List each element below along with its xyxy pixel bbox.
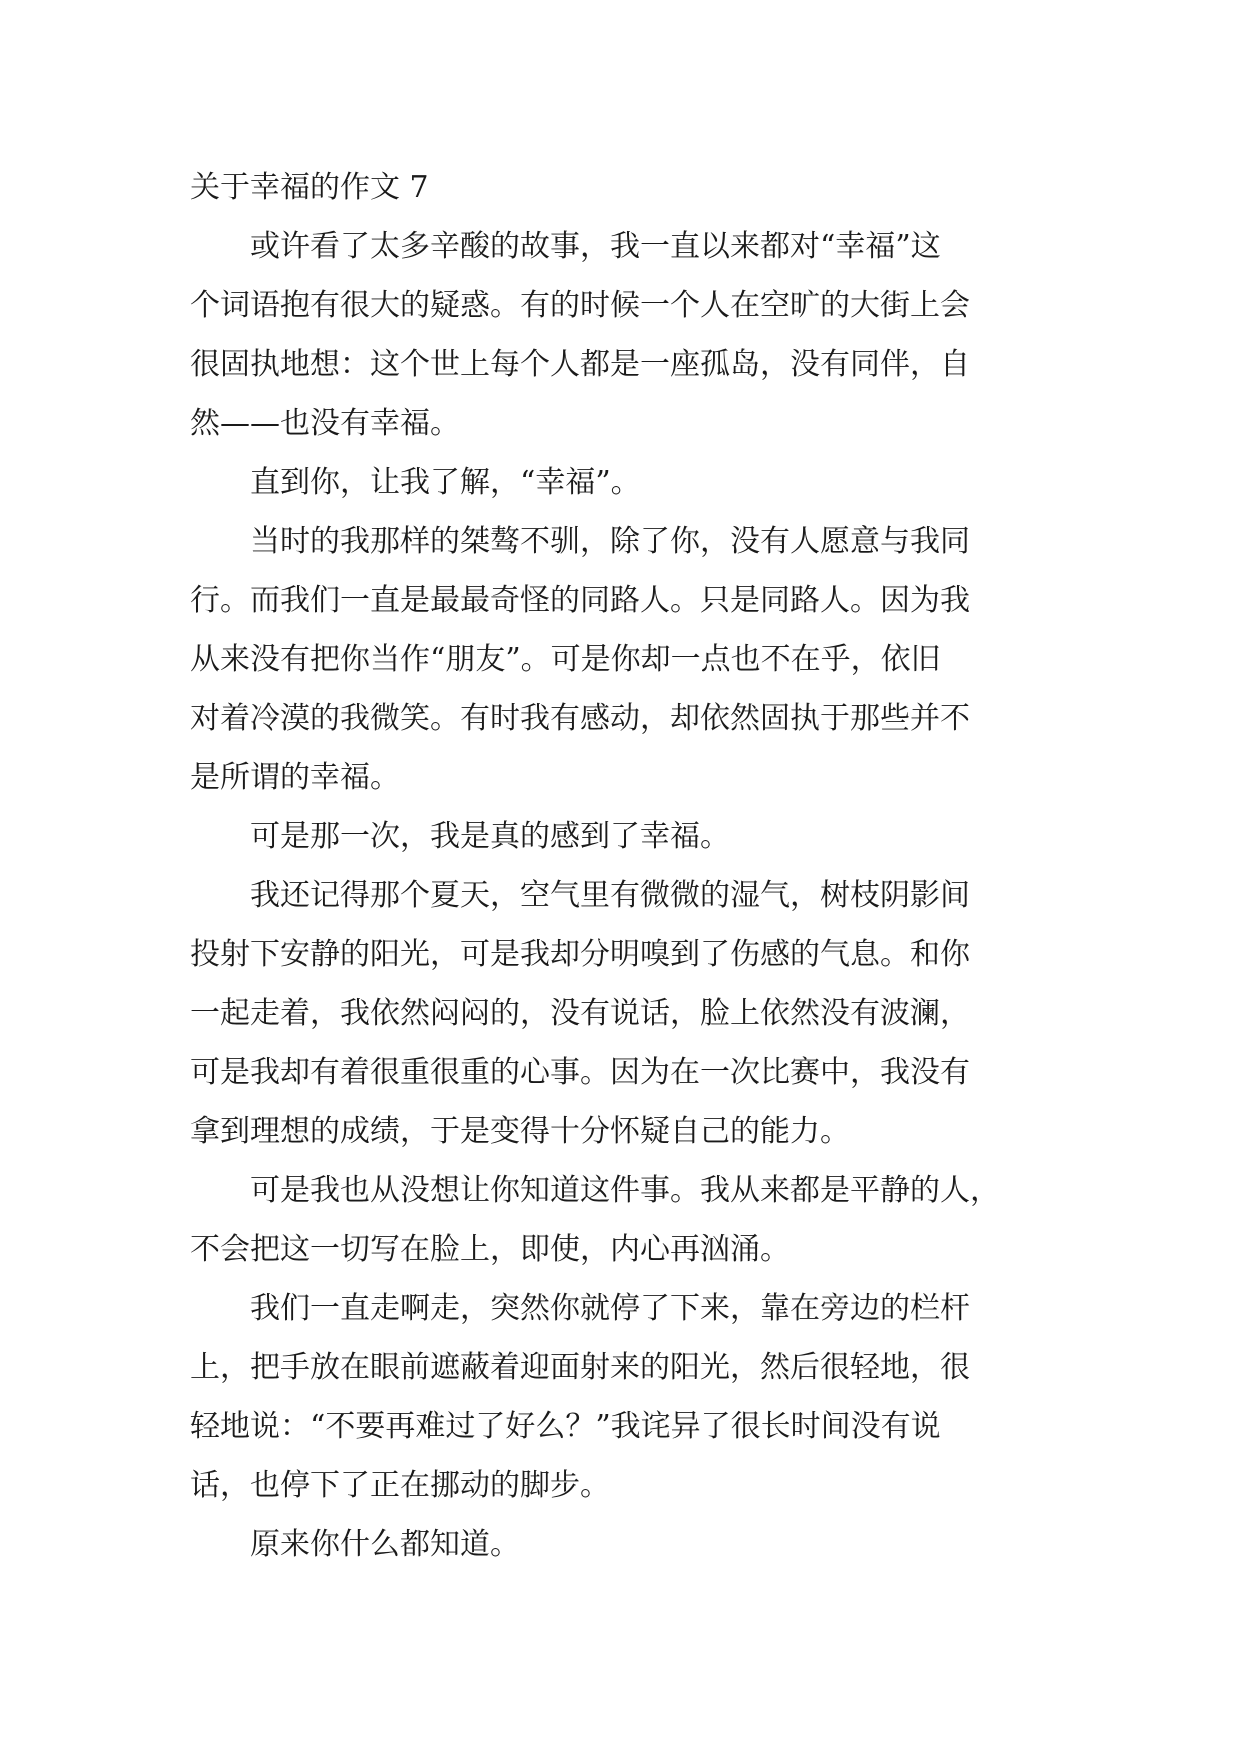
document-title: 关于幸福的作文 7 bbox=[190, 170, 429, 205]
paragraph-line: 对着冷漠的我微笑。有时我有感动，却依然固执于那些并不 bbox=[190, 701, 970, 736]
paragraph-line: 我还记得那个夏天，空气里有微微的湿气，树枝阴影间 bbox=[190, 878, 970, 913]
paragraph-line: 直到你，让我了解，“幸福”。 bbox=[190, 465, 641, 500]
paragraph-line: 话，也停下了正在挪动的脚步。 bbox=[190, 1468, 610, 1503]
paragraph-line: 原来你什么都知道。 bbox=[190, 1527, 520, 1562]
paragraph-line: 个词语抱有很大的疑惑。有的时候一个人在空旷的大街上会 bbox=[190, 288, 970, 323]
paragraph-line: 从来没有把你当作“朋友”。可是你却一点也不在乎，依旧 bbox=[190, 642, 941, 677]
paragraph-line: 然——也没有幸福。 bbox=[190, 406, 460, 441]
paragraph-line: 可是那一次，我是真的感到了幸福。 bbox=[190, 819, 730, 854]
paragraph-line: 可是我却有着很重很重的心事。因为在一次比赛中，我没有 bbox=[190, 1055, 970, 1090]
paragraph-line: 很固执地想：这个世上每个人都是一座孤岛，没有同伴，自 bbox=[190, 347, 970, 382]
paragraph-line: 可是我也从没想让你知道这件事。我从来都是平静的人， bbox=[190, 1173, 1000, 1208]
paragraph-line: 投射下安静的阳光，可是我却分明嗅到了伤感的气息。和你 bbox=[190, 937, 970, 972]
paragraph-line: 或许看了太多辛酸的故事，我一直以来都对“幸福”这 bbox=[190, 229, 941, 264]
paragraph-line: 一起走着，我依然闷闷的，没有说话，脸上依然没有波澜， bbox=[190, 996, 970, 1031]
paragraph-line: 是所谓的幸福。 bbox=[190, 760, 400, 795]
paragraph-line: 我们一直走啊走，突然你就停了下来，靠在旁边的栏杆 bbox=[190, 1291, 970, 1326]
paragraph-line: 上，把手放在眼前遮蔽着迎面射来的阳光，然后很轻地，很 bbox=[190, 1350, 970, 1385]
paragraph-line: 当时的我那样的桀骜不驯，除了你，没有人愿意与我同 bbox=[190, 524, 970, 559]
paragraph-line: 轻地说：“不要再难过了好么？”我诧异了很长时间没有说 bbox=[190, 1409, 941, 1444]
paragraph-line: 不会把这一切写在脸上，即使，内心再汹涌。 bbox=[190, 1232, 790, 1267]
paragraph-line: 行。而我们一直是最最奇怪的同路人。只是同路人。因为我 bbox=[190, 583, 970, 618]
paragraph-line: 拿到理想的成绩，于是变得十分怀疑自己的能力。 bbox=[190, 1114, 850, 1149]
